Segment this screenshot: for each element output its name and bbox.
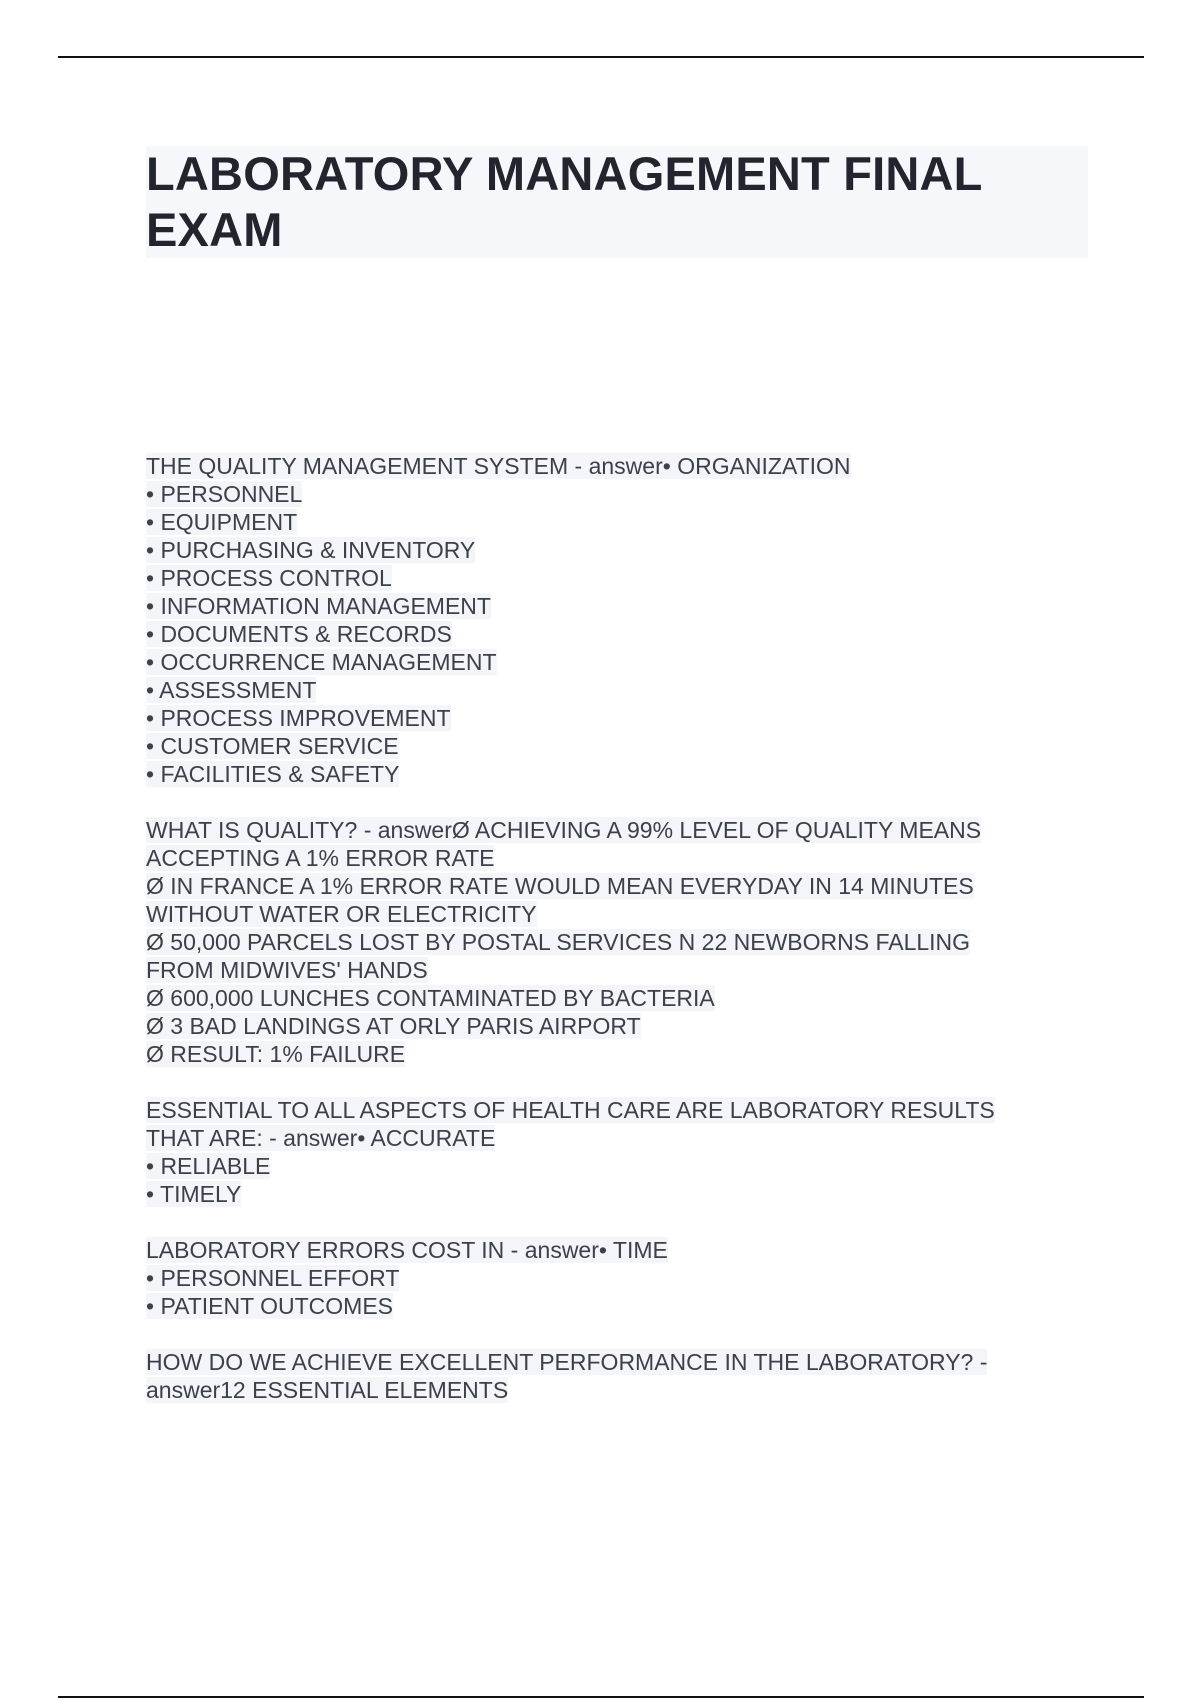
qa-line: WHAT IS QUALITY? - answerØ ACHIEVING A 99% LEVEL OF QUALITY MEANS — [146, 817, 982, 843]
qa-line: ACCEPTING A 1% ERROR RATE — [146, 845, 495, 871]
qa-line: • ASSESSMENT — [146, 677, 317, 703]
top-rule — [58, 56, 1144, 58]
qa-line: • PROCESS CONTROL — [146, 565, 392, 591]
title-block — [146, 146, 1088, 258]
qa-line: Ø 3 BAD LANDINGS AT ORLY PARIS AIRPORT — [146, 1013, 641, 1039]
qa-line: FROM MIDWIVES' HANDS — [146, 957, 428, 983]
qa-line: • INFORMATION MANAGEMENT — [146, 593, 491, 619]
qa-line: • RELIABLE — [146, 1153, 271, 1179]
qa-line: ESSENTIAL TO ALL ASPECTS OF HEALTH CARE ARE LABORATORY RESULTS — [146, 1097, 995, 1123]
qa-entry — [146, 452, 1106, 788]
qa-entry — [146, 1348, 1106, 1404]
title-line: EXAM — [146, 203, 283, 256]
qa-line: WITHOUT WATER OR ELECTRICITY — [146, 901, 537, 927]
qa-line: Ø RESULT: 1% FAILURE — [146, 1041, 406, 1067]
title-line: LABORATORY MANAGEMENT FINAL — [146, 147, 983, 200]
qa-line: • TIMELY — [146, 1181, 242, 1207]
qa-line: • OCCURRENCE MANAGEMENT — [146, 649, 497, 675]
bottom-rule — [58, 1696, 1144, 1698]
qa-line: • EQUIPMENT — [146, 509, 298, 535]
qa-line: • PERSONNEL — [146, 481, 303, 507]
qa-line: • CUSTOMER SERVICE — [146, 733, 399, 759]
qa-line: • DOCUMENTS & RECORDS — [146, 621, 452, 647]
qa-line: THE QUALITY MANAGEMENT SYSTEM - answer• ORGANIZATION — [146, 453, 851, 479]
qa-line: • PATIENT OUTCOMES — [146, 1293, 394, 1319]
qa-line: • PERSONNEL EFFORT — [146, 1265, 400, 1291]
qa-entry — [146, 816, 1106, 1068]
document-title — [146, 146, 1088, 258]
qa-entry — [146, 1236, 1106, 1320]
qa-line: Ø IN FRANCE A 1% ERROR RATE WOULD MEAN EVERYDAY IN 14 MINUTES — [146, 873, 974, 899]
qa-line: THAT ARE: - answer• ACCURATE — [146, 1125, 496, 1151]
qa-line: • FACILITIES & SAFETY — [146, 761, 400, 787]
qa-line: Ø 50,000 PARCELS LOST BY POSTAL SERVICES N 22 NEWBORNS FALLING — [146, 929, 971, 955]
qa-line: HOW DO WE ACHIEVE EXCELLENT PERFORMANCE IN THE LABORATORY? - — [146, 1349, 988, 1375]
document-body — [146, 452, 1106, 1432]
qa-line: Ø 600,000 LUNCHES CONTAMINATED BY BACTERIA — [146, 985, 715, 1011]
qa-entry — [146, 1096, 1106, 1208]
qa-line: answer12 ESSENTIAL ELEMENTS — [146, 1377, 509, 1403]
qa-line: LABORATORY ERRORS COST IN - answer• TIME — [146, 1237, 668, 1263]
qa-line: • PROCESS IMPROVEMENT — [146, 705, 451, 731]
qa-line: • PURCHASING & INVENTORY — [146, 537, 476, 563]
